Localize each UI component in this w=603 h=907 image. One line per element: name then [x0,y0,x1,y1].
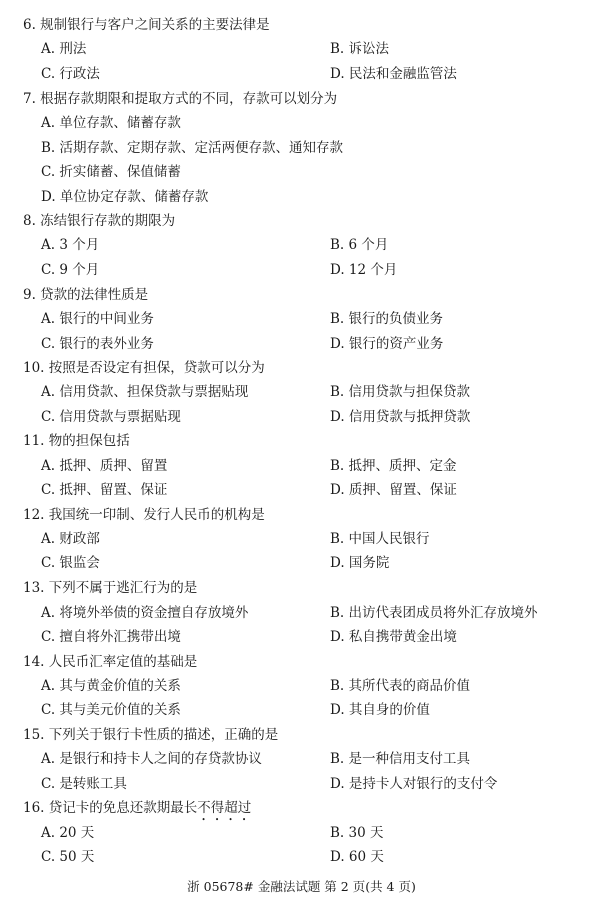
question-12-option-a: A. 财政部 [41,531,100,547]
question-12-option-c: C. 银监会 [41,555,100,571]
question-7-option-b: B. 活期存款、定期存款、定活两便存款、通知存款 [41,140,344,156]
question-14-option-b: B. 其所代表的商品价值 [330,678,471,694]
question-14-option-d: D. 其自身的价值 [330,702,430,718]
question-7-option-d: D. 单位协定存款、储蓄存款 [41,189,209,205]
question-7-option-a: A. 单位存款、储蓄存款 [41,115,181,131]
question-10-option-c: C. 信用贷款与票据贴现 [41,409,181,425]
question-6-option-c: C. 行政法 [41,66,100,82]
question-13-option-d: D. 私自携带黄金出境 [330,629,457,645]
question-13-option-b: B. 出访代表团成员将外汇存放境外 [330,605,538,621]
question-13-option-c: C. 擅自将外汇携带出境 [41,629,181,645]
question-14-stem: 14. 人民币汇率定值的基础是 [23,654,198,670]
question-11-option-d: D. 质押、留置、保证 [330,482,457,498]
question-8-option-d: D. 12 个月 [330,262,398,278]
question-16-option-b: B. 30 天 [330,825,384,841]
question-14-option-a: A. 其与黄金价值的关系 [41,678,181,694]
question-10-option-d: D. 信用贷款与抵押贷款 [330,409,471,425]
question-12-option-d: D. 国务院 [330,555,390,571]
question-10-option-b: B. 信用贷款与担保贷款 [330,384,471,400]
question-16-stem [23,799,251,824]
question-9-option-b: B. 银行的负债业务 [330,311,444,327]
question-7-stem: 7. 根据存款期限和提取方式的不同，存款可以划分为 [23,91,338,107]
question-8-option-b: B. 6 个月 [330,237,389,253]
question-16-option-a: A. 20 天 [41,825,95,841]
question-6-stem: 6. 规制银行与客户之间关系的主要法律是 [23,17,270,33]
question-11-stem: 11. 物的担保包括 [23,433,130,449]
question-6-option-d: D. 民法和金融监管法 [330,66,457,82]
question-9-stem: 9. 贷款的法律性质是 [23,287,149,303]
question-16-option-c: C. 50 天 [41,849,95,865]
question-13-stem: 13. 下列不属于逃汇行为的是 [23,580,198,596]
question-8-stem: 8. 冻结银行存款的期限为 [23,213,176,229]
question-11-option-b: B. 抵押、质押、定金 [330,458,457,474]
question-8-option-a: A. 3 个月 [41,237,100,253]
question-7-option-c: C. 折实储蓄、保值储蓄 [41,164,181,180]
question-16-stem-text: 16. 贷记卡的免息还款期最长 [23,800,198,816]
question-15-stem: 15. 下列关于银行卡性质的描述，正确的是 [23,727,279,743]
question-14-option-c: C. 其与美元价值的关系 [41,702,181,718]
question-16-emphasis: 不得超过 [197,800,252,816]
question-15-option-c: C. 是转账工具 [41,776,127,792]
question-12-option-b: B. 中国人民银行 [330,531,430,547]
question-9-option-a: A. 银行的中间业务 [41,311,154,327]
question-6-option-b: B. 诉讼法 [330,41,390,57]
question-12-stem: 12. 我国统一印制、发行人民币的机构是 [23,507,265,523]
question-8-option-c: C. 9 个月 [41,262,100,278]
question-6-option-a: A. 刑法 [41,41,87,57]
question-15-option-a: A. 是银行和持卡人之间的存贷款协议 [41,751,262,767]
question-16-option-d: D. 60 天 [330,849,384,865]
question-10-option-a: A. 信用贷款、担保贷款与票据贴现 [41,384,249,400]
question-9-option-d: D. 银行的资产业务 [330,336,444,352]
question-15-option-d: D. 是持卡人对银行的支付令 [330,776,498,792]
question-10-stem: 10. 按照是否设定有担保，贷款可以分为 [23,360,265,376]
page-footer: 浙 05678# 金融法试题 第 2 页(共 4 页) [187,879,416,894]
question-11-option-c: C. 抵押、留置、保证 [41,482,168,498]
question-13-option-a: A. 将境外举债的资金擅自存放境外 [41,605,249,621]
question-15-option-b: B. 是一种信用支付工具 [330,751,471,767]
question-9-option-c: C. 银行的表外业务 [41,336,154,352]
question-11-option-a: A. 抵押、质押、留置 [41,458,168,474]
